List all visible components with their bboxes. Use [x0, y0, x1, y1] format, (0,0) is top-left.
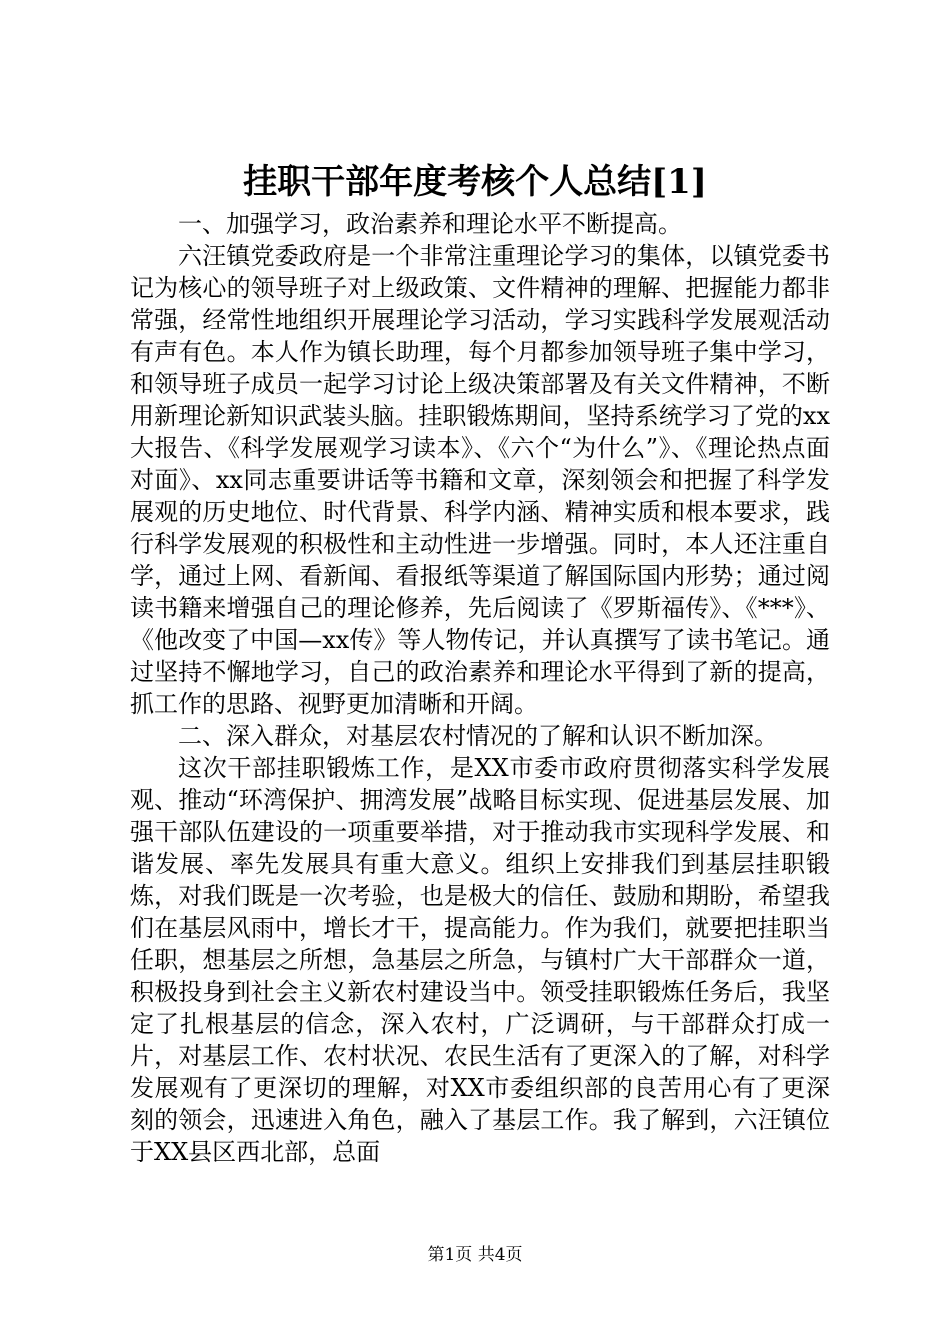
document-body [130, 208, 830, 1168]
document-title: 挂职干部年度考核个人总结[1] [243, 162, 707, 202]
paragraph-1: 六汪镇党委政府是一个非常注重理论学习的集体，以镇党委书记为核心的领导班子对上级政策、文件精神的理解、把握能力都非常强，经常性地组织开展理论学习活动，学习实践科学发展观活动有声有色。本人作为镇长助理，每个月都参加领导班子集中学习，和领导班子成员一起学习讨论上级决策部署及有关文件精神，不断用新理论新知识武装头脑。挂职锻炼期间，坚持系统学习了党的xx大报告、《科学发展观学习读本》、《六个“为什么”》、《理论热点面对面》、xx同志重要讲话等书籍和文章，深刻领会和把握了科学发展观的历史地位、时代背景、科学内涵、精神实质和根本要求，践行科学发展观的积极性和主动性进一步增强。同时，本人还注重自学，通过上网、看新闻、看报纸等渠道了解国际国内形势；通过阅读书籍来增强自己的理论修养，先后阅读了《罗斯福传》、《***》、《他改变了中国—xx传》等人物传记，并认真撰写了读书笔记。通过坚持不懈地学习，自己的政治素养和理论水平得到了新的提高，抓工作的思路、视野更加清晰和开阔。 [130, 242, 830, 718]
paragraph-2: 这次干部挂职锻炼工作，是XX市委市政府贯彻落实科学发展观、推动“环湾保护、拥湾发展”战略目标实现、促进基层发展、加强干部队伍建设的一项重要举措，对于推动我市实现科学发展、和谐发展、率先发展具有重大意义。组织上安排我们到基层挂职锻炼，对我们既是一次考验，也是极大的信任、鼓励和期盼，希望我们在基层风雨中，增长才干，提高能力。作为我们，就要把挂职当任职，想基层之所想，急基层之所急，与镇村广大干部群众一道，积极投身到社会主义新农村建设当中。领受挂职锻炼任务后，我坚定了扎根基层的信念，深入农村，广泛调研，与干部群众打成一片，对基层工作、农村状况、农民生活有了更深入的了解，对科学发展观有了更深切的理解，对XX市委组织部的良苦用心有了更深刻的领会，迅速进入角色，融入了基层工作。我了解到，六汪镇位于XX县区西北部，总面 [130, 754, 830, 1166]
page-number-footer: 第1页 共4页 [427, 1245, 523, 1265]
section-heading-2: 二、深入群众，对基层农村情况的了解和认识不断加深。 [178, 722, 778, 750]
section-heading-1: 一、加强学习，政治素养和理论水平不断提高。 [178, 210, 682, 238]
